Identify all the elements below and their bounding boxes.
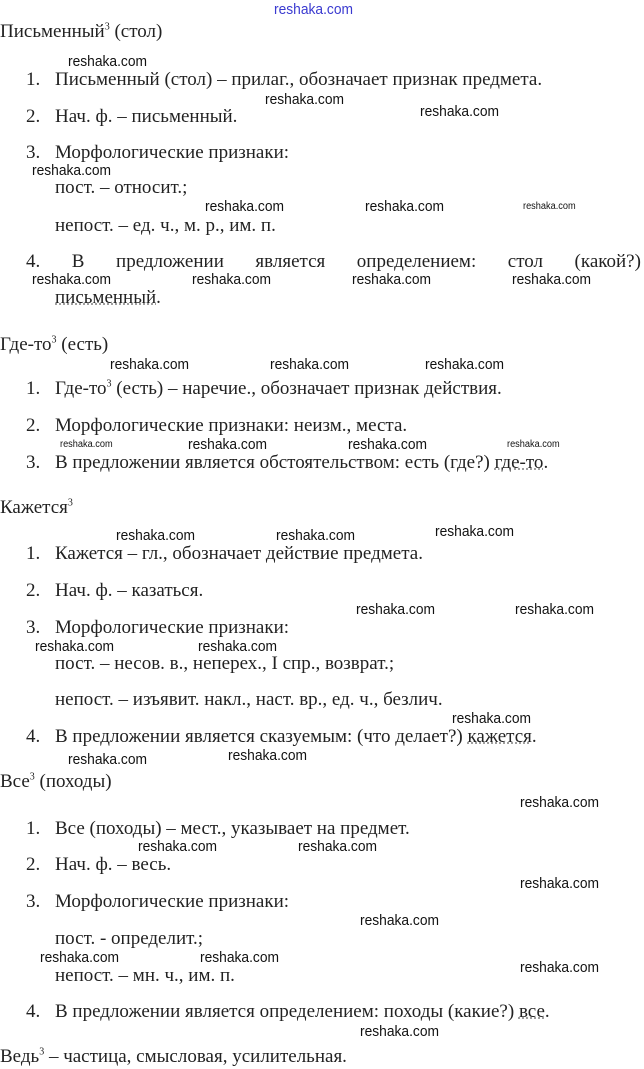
item-text: Все (походы) – мест., указывает на предмет.	[55, 818, 410, 839]
word: В	[71, 251, 85, 272]
item-text: Морфологические признаки:	[55, 617, 290, 638]
item-number: 3.	[26, 452, 41, 473]
period: .	[156, 287, 161, 308]
list-item	[26, 581, 203, 601]
watermark: reshaka.com	[270, 356, 350, 373]
item-text: В предложении является сказуемым: (что делает?)	[55, 726, 468, 747]
heading-rest: (походы)	[34, 771, 112, 792]
sub-item-text: непост. – мн. ч., им. п.	[55, 965, 235, 986]
section-heading-pismenny	[0, 22, 162, 42]
watermark: reshaka.com	[192, 271, 272, 288]
word: стол	[507, 251, 543, 272]
item-number: 3.	[26, 617, 41, 638]
period: .	[543, 452, 549, 473]
watermark: reshaka.com	[348, 436, 428, 453]
list-item	[26, 1002, 550, 1022]
sub-item-text: пост. – относит.;	[55, 177, 188, 198]
item-text: (есть) – наречие., обозначает признак действия.	[111, 378, 502, 399]
sub-item-text: непост. – ед. ч., м. р., им. п.	[55, 215, 276, 236]
superscript: 3	[39, 1046, 45, 1058]
watermark: reshaka.com	[32, 162, 112, 179]
watermark: reshaka.com	[420, 103, 500, 120]
heading-word: Все	[0, 771, 30, 792]
item-number: 4.	[26, 1001, 41, 1022]
watermark: reshaka.com	[276, 527, 356, 544]
item-text: Морфологические признаки:	[55, 142, 290, 163]
watermark: reshaka.com	[356, 601, 436, 618]
section-heading-kazhetsya	[0, 498, 73, 518]
item-number: 1.	[26, 69, 41, 90]
period: .	[531, 726, 537, 747]
watermark: reshaka.com	[435, 523, 515, 540]
item-number: 1.	[26, 378, 41, 399]
underlined-word: кажется	[467, 726, 532, 747]
watermark: reshaka.com	[365, 198, 445, 215]
watermark: reshaka.com	[298, 838, 378, 855]
watermark: reshaka.com	[512, 271, 592, 288]
watermark: reshaka.com	[68, 53, 148, 70]
item-text: Нач. ф. – весь.	[55, 854, 172, 875]
watermark: reshaka.com	[40, 949, 120, 966]
word: предложении	[116, 251, 224, 272]
heading-word: Где-то	[0, 334, 52, 355]
superscript: 3	[29, 771, 35, 783]
watermark: reshaka.com	[425, 356, 505, 373]
item-number: 2.	[26, 580, 41, 601]
heading-rest: (есть)	[56, 334, 109, 355]
item-number: 2.	[26, 106, 41, 127]
watermark: reshaka.com	[205, 198, 285, 215]
item-text: В предложении является определением: походы (какие?)	[55, 1001, 519, 1022]
list-item	[26, 892, 289, 912]
item-continuation	[55, 288, 161, 308]
item-number: 2.	[26, 854, 41, 875]
sub-item-text: пост. - определит.;	[55, 928, 204, 949]
watermark: reshaka.com	[68, 751, 148, 768]
watermark: reshaka.com	[265, 91, 345, 108]
watermark-link[interactable]: reshaka.com	[274, 1, 354, 18]
watermark: reshaka.com	[60, 439, 113, 450]
list-item	[26, 819, 410, 839]
list-item	[26, 379, 502, 399]
watermark: reshaka.com	[188, 436, 268, 453]
list-item	[26, 618, 289, 638]
watermark: reshaka.com	[200, 949, 280, 966]
watermark: reshaka.com	[110, 356, 190, 373]
item-text: Морфологические признаки: неизм., места.	[55, 415, 408, 436]
word: (какой?)	[574, 251, 641, 272]
watermark: reshaka.com	[352, 271, 432, 288]
list-item	[26, 416, 407, 436]
list-item	[26, 855, 171, 875]
section-heading-vse	[0, 772, 112, 792]
sub-item-text: пост. – несов. в., неперех., I спр., возврат.;	[55, 653, 395, 674]
watermark: reshaka.com	[452, 710, 532, 727]
heading-rest: (стол)	[109, 21, 163, 42]
word: является	[255, 251, 326, 272]
watermark: reshaka.com	[520, 959, 600, 976]
heading-word: Кажется	[0, 497, 68, 518]
item-text: Нач. ф. – письменный.	[55, 106, 238, 127]
item-number: 2.	[26, 415, 41, 436]
heading-word: Ведь	[0, 1046, 40, 1067]
item-number: 3.	[26, 891, 41, 912]
list-item	[26, 453, 548, 473]
watermark: reshaka.com	[32, 271, 112, 288]
period: .	[544, 1001, 550, 1022]
item-number: 4.	[26, 726, 41, 747]
heading-rest: – частица, смысловая, усилительная.	[44, 1046, 347, 1067]
watermark: reshaka.com	[116, 527, 196, 544]
watermark: reshaka.com	[507, 439, 560, 450]
underlined-word: все	[518, 1001, 545, 1022]
list-item	[26, 727, 537, 747]
item-text: В предложении является обстоятельством: есть (где?)	[55, 452, 495, 473]
item-text: Морфологические признаки:	[55, 891, 290, 912]
watermark: reshaka.com	[35, 638, 115, 655]
watermark: reshaka.com	[520, 875, 600, 892]
list-item	[26, 107, 237, 127]
item-text: Где-то	[55, 378, 107, 399]
list-item	[26, 143, 289, 163]
watermark: reshaka.com	[198, 638, 278, 655]
item-number: 1.	[26, 818, 41, 839]
item-text: Кажется – гл., обозначает действие предмета.	[55, 543, 423, 564]
list-item	[26, 252, 641, 272]
item-text: Нач. ф. – казаться.	[55, 580, 204, 601]
item-number: 1.	[26, 543, 41, 564]
watermark: reshaka.com	[360, 912, 440, 929]
watermark: reshaka.com	[520, 794, 600, 811]
word: определением:	[356, 251, 477, 272]
sub-item-text: непост. – изъявит. накл., наст. вр., ед. ч., безлич.	[55, 689, 443, 710]
underlined-word: письменный	[55, 287, 157, 308]
watermark: reshaka.com	[138, 838, 218, 855]
heading-word: Письменный	[0, 21, 105, 42]
item-text: Письменный (стол) – прилаг., обозначает признак предмета.	[55, 69, 543, 90]
superscript: 3	[104, 21, 110, 33]
superscript: 3	[106, 378, 112, 390]
list-item	[26, 544, 423, 564]
section-heading-gde-to	[0, 335, 108, 355]
superscript: 3	[67, 497, 73, 509]
watermark: reshaka.com	[515, 601, 595, 618]
watermark: reshaka.com	[360, 1023, 440, 1040]
underlined-word: где-то	[494, 452, 544, 473]
section-heading-ved	[0, 1047, 347, 1067]
watermark: reshaka.com	[228, 747, 308, 764]
superscript: 3	[51, 334, 57, 346]
watermark: reshaka.com	[523, 201, 576, 212]
list-item	[26, 70, 542, 90]
item-number: 3.	[26, 142, 41, 163]
item-number: 4.	[26, 251, 41, 272]
